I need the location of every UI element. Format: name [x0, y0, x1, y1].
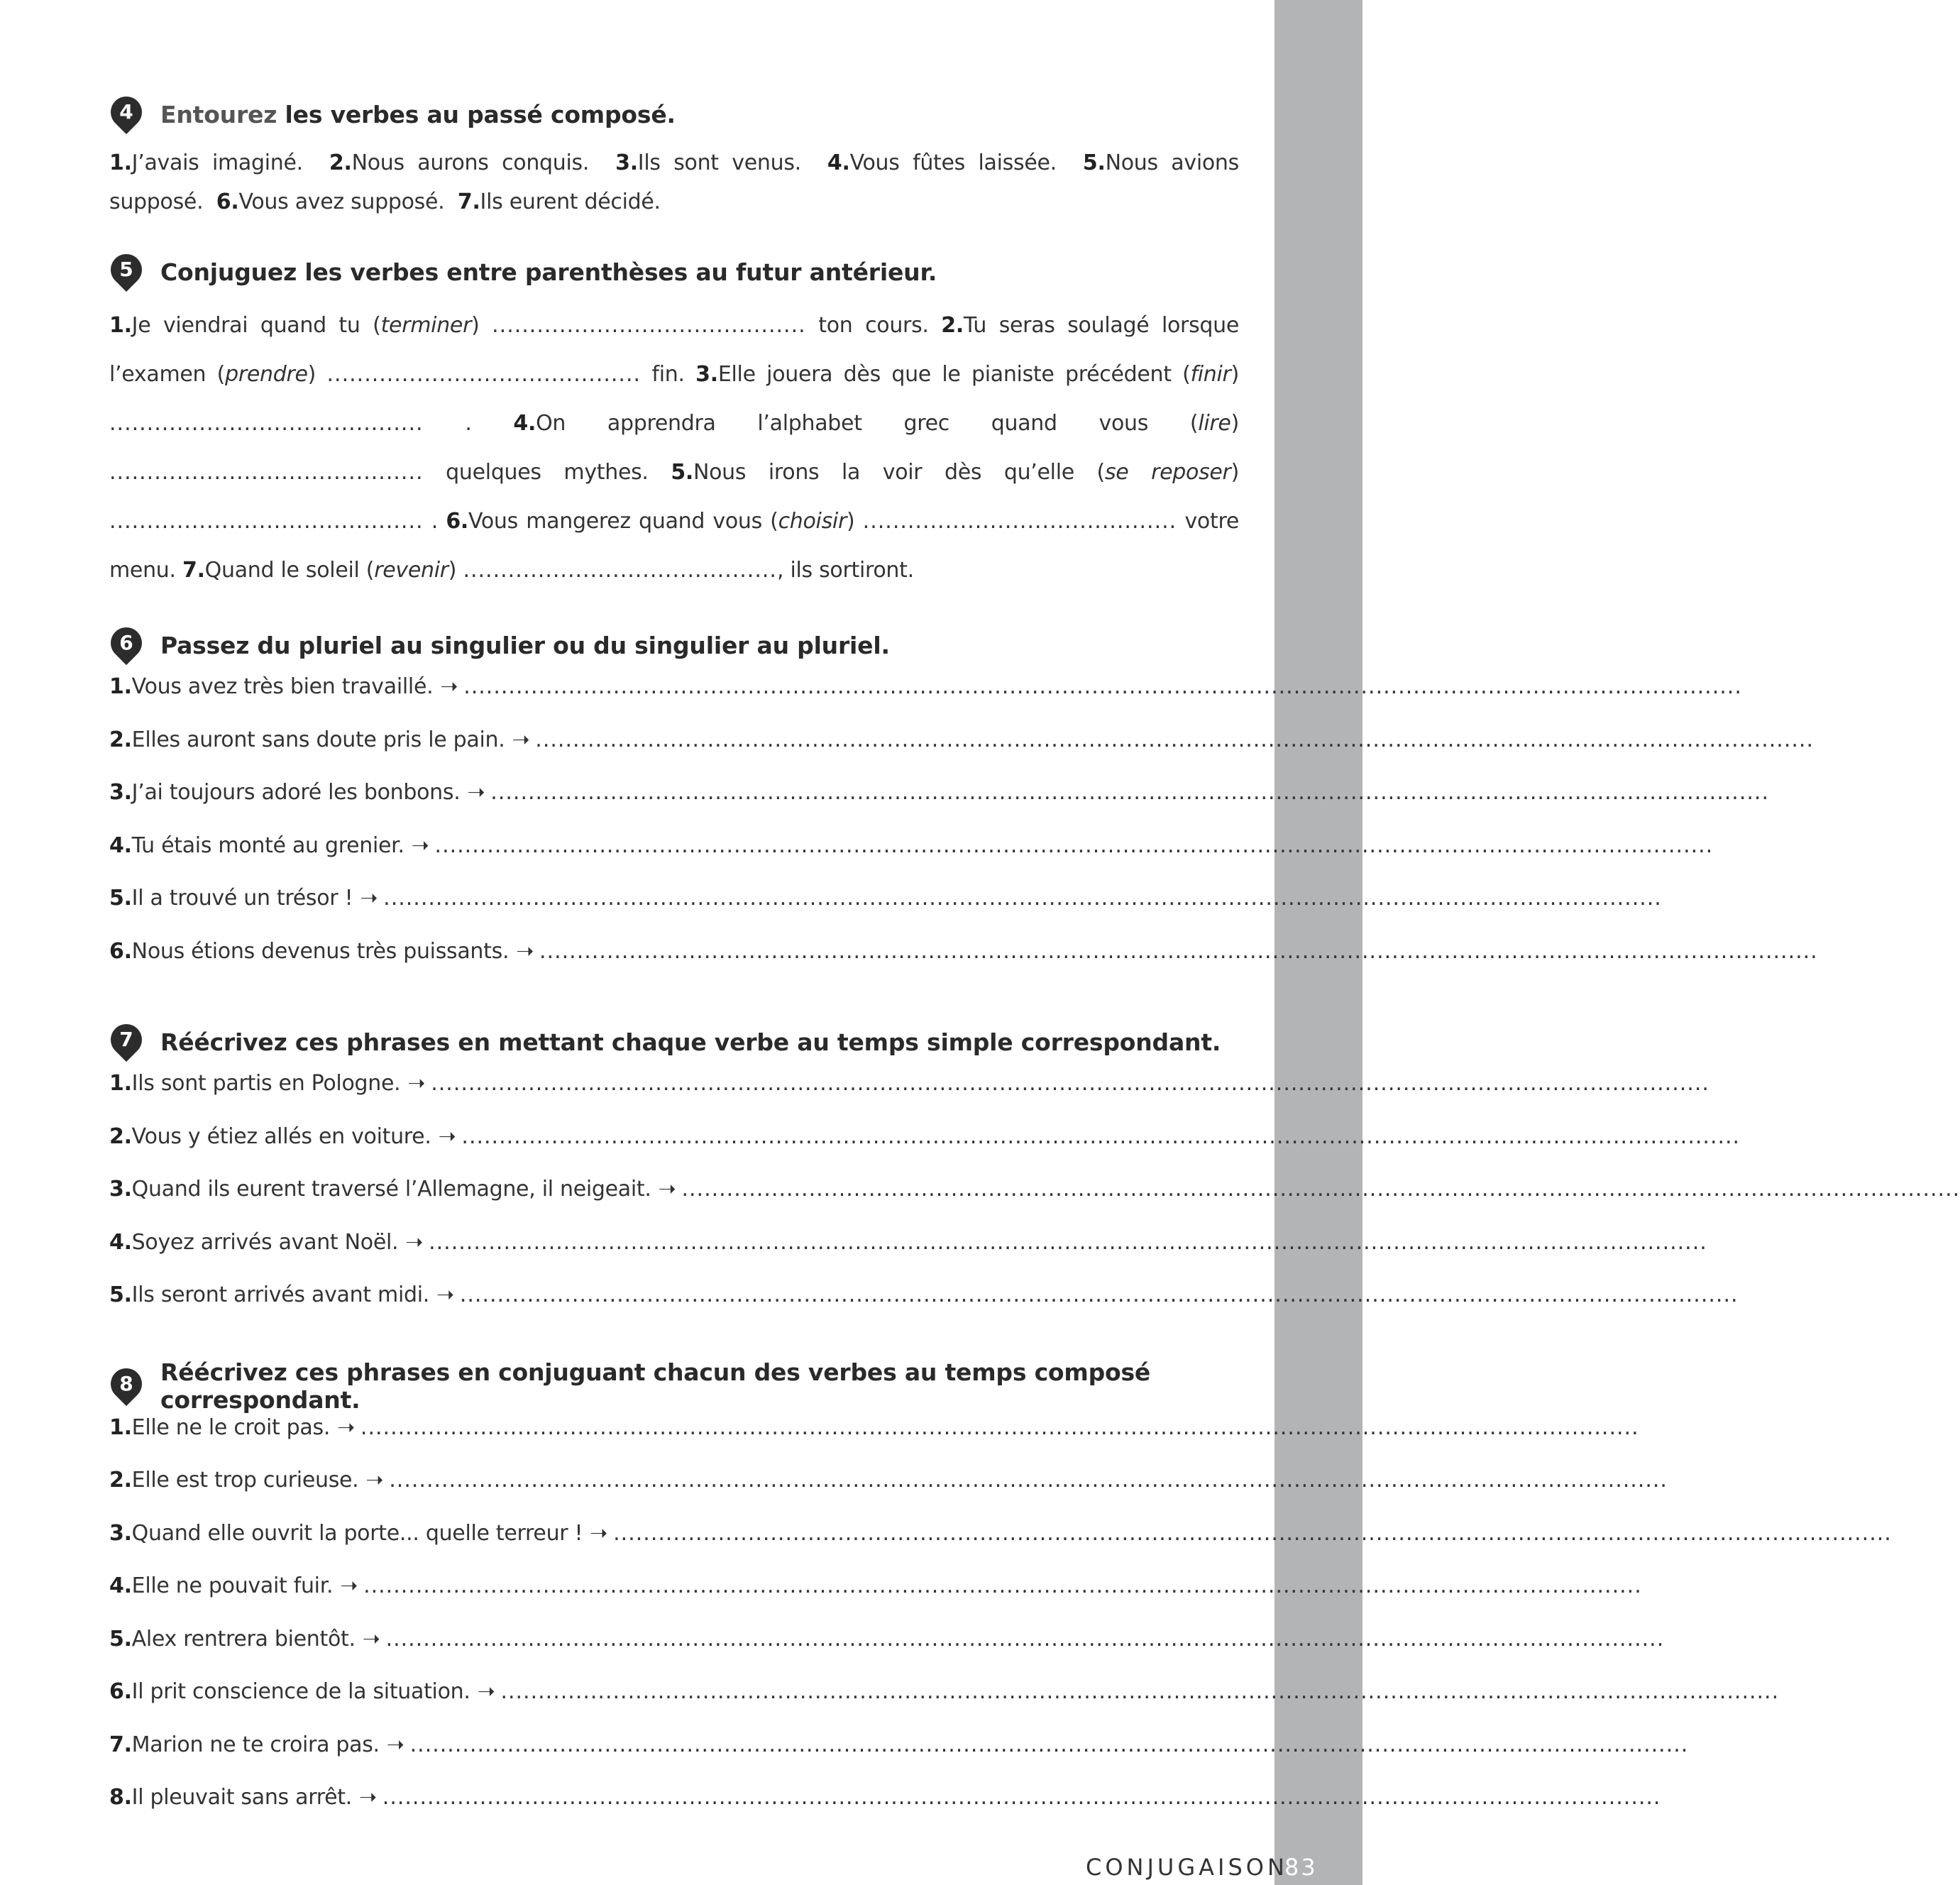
arrow-icon: ➝ — [405, 1229, 424, 1255]
exercise-title: Passez du pluriel au singulier ou du singulier au pluriel. — [160, 631, 890, 659]
item-number: 3. — [615, 150, 638, 175]
exercise-line — [109, 1414, 1639, 1468]
item-number: 1. — [109, 313, 132, 338]
exercise-line — [109, 1732, 1689, 1786]
verb-infinitive: finir — [1190, 362, 1231, 387]
answer-line[interactable]: ........................................................................................................................................................................... — [409, 1732, 1689, 1757]
exercise-header — [109, 616, 1239, 674]
arrow-icon: ➝ — [358, 1785, 377, 1810]
item-text: Elle ne pouvait fuir. — [131, 1573, 334, 1598]
item-text: ) — [1230, 411, 1239, 436]
exercise-line — [109, 1071, 1710, 1124]
item-text: ton cours. — [805, 313, 929, 338]
item-text: On apprendra l’alphabet grec quand vous ( — [536, 411, 1199, 436]
exercise-line — [109, 1679, 1780, 1732]
verb-infinitive: terminer — [380, 313, 472, 338]
item-text: ) — [307, 362, 327, 387]
item-number: 4. — [827, 150, 850, 175]
item-number: 3. — [109, 1520, 132, 1546]
item-number: 1. — [109, 1414, 132, 1440]
exercise-number: 7 — [119, 1028, 133, 1051]
exercise-header — [109, 243, 1239, 301]
item-text: quelques mythes. — [423, 460, 649, 485]
answer-blank[interactable]: .......................................... — [109, 460, 424, 485]
exercise-5 — [109, 243, 1239, 595]
arrow-icon: ➝ — [467, 780, 485, 805]
exercise-number: 8 — [119, 1371, 133, 1395]
answer-line[interactable]: ........................................................................................................................................................................... — [389, 1468, 1668, 1493]
item-text: Quand elle ouvrit la porte... quelle terreur ! — [131, 1520, 583, 1546]
item-text: Ils seront arrivés avant midi. — [131, 1282, 429, 1307]
item-text: Elle jouera dès que le pianiste précédent ( — [717, 362, 1191, 387]
item-number: 2. — [109, 1123, 132, 1149]
exercise-title: Conjuguez les verbes entre parenthèses au futur antérieur. — [160, 258, 937, 286]
answer-line[interactable]: ........................................................................................................................................................................... — [431, 1071, 1710, 1096]
item-text: ) — [448, 558, 463, 583]
exercise-line — [109, 832, 1714, 886]
exercise-line — [109, 1573, 1642, 1627]
exercise-line — [109, 1468, 1668, 1521]
item-number: 4. — [109, 832, 132, 858]
arrow-icon: ➝ — [340, 1573, 358, 1598]
answer-line[interactable]: ........................................................................................................................................................................... — [613, 1520, 1892, 1546]
item-number: 2. — [109, 727, 132, 752]
instruction-text: les verbes au passé composé. — [277, 100, 676, 128]
item-number: 6. — [446, 509, 468, 534]
item-text: Il prit conscience de la situation. — [131, 1679, 470, 1704]
item-number: 2. — [109, 1468, 132, 1493]
arrow-icon: ➝ — [590, 1520, 608, 1546]
answer-line[interactable]: ........................................................................................................................................................................... — [535, 727, 1814, 752]
answer-blank[interactable]: .......................................... — [492, 313, 806, 338]
answer-line[interactable]: ........................................................................................................................................................................... — [461, 1123, 1741, 1149]
exercise-line — [109, 1123, 1741, 1177]
exercise-line — [109, 1229, 1707, 1283]
exercise-items — [109, 301, 1239, 595]
item-text: Vous y étiez allés en voiture. — [131, 1123, 431, 1149]
exercise-number-badge — [111, 1024, 142, 1060]
verb-infinitive: se reposer — [1104, 460, 1231, 485]
item-number: 1. — [109, 150, 132, 175]
item-text: Elle ne le croit pas. — [131, 1414, 331, 1440]
item-text: Vous mangerez quand vous ( — [468, 509, 778, 534]
answer-line[interactable]: ........................................................................................................................................................................... — [385, 1626, 1665, 1652]
item-text: Il a trouvé un trésor ! — [131, 886, 353, 911]
arrow-icon: ➝ — [360, 886, 378, 911]
item-number: 3. — [109, 1177, 132, 1202]
answer-line[interactable]: ........................................................................................................................................................................... — [429, 1229, 1707, 1255]
item-number: 3. — [109, 780, 132, 805]
exercise-header — [109, 1357, 1239, 1415]
item-text: Marion ne te croira pas. — [131, 1732, 380, 1757]
arrow-icon: ➝ — [337, 1414, 355, 1440]
exercise-line — [109, 1177, 1960, 1230]
arrow-icon: ➝ — [477, 1679, 495, 1704]
item-number: 5. — [671, 460, 693, 485]
exercise-line — [109, 886, 1662, 939]
item-number: 5. — [109, 1282, 132, 1307]
exercise-header — [109, 1013, 1239, 1071]
item-number: 5. — [1082, 150, 1106, 175]
answer-line[interactable]: ........................................................................................................................................................................... — [463, 674, 1742, 699]
exercise-number-badge — [111, 97, 142, 132]
exercise-number: 5 — [119, 258, 133, 281]
item-text: Soyez arrivés avant Noël. — [131, 1229, 399, 1255]
item-text: Tu étais monté au grenier. — [131, 832, 404, 858]
answer-blank[interactable]: .......................................... — [463, 558, 777, 583]
item-number: 7. — [109, 1732, 132, 1757]
answer-line[interactable]: ........................................................................................................................................................................... — [459, 1282, 1739, 1307]
exercise-number-badge — [111, 627, 142, 663]
item-text: ) — [847, 509, 863, 534]
item-text: Quand ils eurent traversé l’Allemagne, il neigeait. — [131, 1177, 651, 1202]
exercise-title — [160, 101, 676, 128]
answer-line[interactable]: ........................................................................................................................................................................... — [490, 780, 1769, 805]
exercise-line — [109, 1282, 1739, 1336]
arrow-icon: ➝ — [658, 1177, 676, 1202]
item-number: 3. — [695, 362, 718, 387]
exercise-line — [109, 727, 1814, 781]
item-number: 7. — [182, 558, 205, 583]
item-number: 2. — [329, 150, 352, 175]
item-text: Tu seras soulagé lorsque l’examen ( — [109, 313, 1240, 387]
item-number: 6. — [109, 1679, 132, 1704]
arrow-icon: ➝ — [440, 674, 458, 699]
item-number: 4. — [109, 1229, 132, 1255]
verb-infinitive: revenir — [374, 558, 448, 583]
verb-infinitive: prendre — [225, 362, 308, 387]
answer-line[interactable]: ........................................................................................................................................................................... — [363, 1573, 1642, 1598]
answer-blank[interactable]: .......................................... — [326, 362, 642, 387]
instruction-verb: Entourez — [160, 100, 277, 128]
exercise-line — [109, 780, 1769, 833]
arrow-icon: ➝ — [407, 1071, 426, 1096]
exercise-header — [109, 85, 1239, 143]
item-text[interactable]: Vous fûtes laissée. — [849, 150, 1057, 175]
item-text: ) — [471, 313, 492, 338]
item-text: ) — [1230, 362, 1240, 387]
arrow-icon: ➝ — [411, 832, 429, 858]
exercise-number: 4 — [119, 100, 133, 123]
answer-line[interactable]: ........................................................................................................................................................................... — [539, 938, 1818, 964]
arrow-icon: ➝ — [386, 1732, 404, 1757]
exercise-line — [109, 1626, 1665, 1680]
item-text: . — [423, 411, 472, 436]
exercise-7 — [109, 1013, 1960, 1336]
arrow-icon: ➝ — [512, 727, 530, 752]
item-text: Ils sont partis en Pologne. — [131, 1071, 401, 1096]
item-text: Elles auront sans doute pris le pain. — [131, 727, 505, 752]
arrow-icon: ➝ — [362, 1626, 380, 1652]
verb-infinitive: choisir — [778, 509, 847, 534]
exercise-line — [109, 1785, 1661, 1838]
exercise-number: 6 — [119, 631, 133, 654]
answer-line[interactable]: ........................................................................................................................................................................... — [434, 832, 1714, 858]
item-text: Nous irons la voir dès qu’elle ( — [693, 460, 1105, 485]
exercise-8 — [109, 1357, 1892, 1838]
item-text: Il pleuvait sans arrêt. — [131, 1785, 352, 1810]
item-number: 1. — [109, 674, 132, 699]
item-number: 7. — [457, 189, 480, 214]
answer-line[interactable]: ........................................................................................................................................................................... — [500, 1679, 1780, 1704]
footer-section-label: CONJUGAISON — [1086, 1854, 1288, 1881]
exercise-items — [109, 143, 1239, 221]
item-text: Quand le soleil ( — [204, 558, 375, 583]
item-number: 6. — [109, 938, 132, 964]
item-number: 1. — [109, 1071, 132, 1096]
arrow-icon: ➝ — [516, 938, 534, 964]
item-text: Je viendrai quand tu ( — [131, 313, 381, 338]
item-text: Alex rentrera bientôt. — [131, 1626, 356, 1652]
item-text: Elle est trop curieuse. — [131, 1468, 359, 1493]
exercise-title: Réécrivez ces phrases en mettant chaque verbe au temps simple correspondant. — [160, 1028, 1221, 1056]
item-text: ) — [1230, 460, 1239, 485]
item-number: 2. — [941, 313, 964, 338]
verb-infinitive: lire — [1198, 411, 1231, 436]
answer-line[interactable]: ........................................................................................................................................................................... — [360, 1414, 1639, 1440]
item-text[interactable]: Ils eurent décidé. — [480, 189, 661, 214]
item-text: . — [423, 509, 439, 534]
answer-blank[interactable]: .......................................... — [109, 411, 424, 436]
item-text[interactable]: Vous avez supposé. — [238, 189, 445, 214]
item-text: , ils sortiront. — [776, 558, 914, 583]
exercise-title: Réécrivez ces phrases en conjuguant chacun des verbes au temps composé correspondant. — [160, 1358, 1151, 1414]
exercise-6 — [109, 616, 1818, 991]
answer-line[interactable]: ........................................................................................................................................................................... — [382, 1785, 1661, 1810]
exercise-number-badge — [111, 1368, 142, 1404]
arrow-icon: ➝ — [365, 1468, 384, 1493]
item-text[interactable]: J’avais imaginé. — [131, 150, 303, 175]
item-number: 5. — [109, 1626, 132, 1652]
answer-line[interactable]: ........................................................................................................................................................................... — [681, 1177, 1960, 1202]
item-number: 6. — [216, 189, 239, 214]
exercise-line — [109, 674, 1742, 727]
page-number: 83 — [1284, 1854, 1318, 1881]
exercise-line — [109, 938, 1818, 992]
exercise-line — [109, 1520, 1892, 1574]
answer-blank[interactable]: .......................................... — [109, 509, 424, 534]
item-text: J’ai toujours adoré les bonbons. — [131, 780, 461, 805]
item-number: 4. — [109, 1573, 132, 1598]
item-text: Vous avez très bien travaillé. — [131, 674, 434, 699]
exercise-number-badge — [111, 254, 142, 290]
worksheet — [109, 85, 1960, 1859]
arrow-icon: ➝ — [436, 1282, 454, 1307]
item-text[interactable]: Nous aurons conquis. — [351, 150, 590, 175]
item-number: 8. — [109, 1785, 132, 1810]
item-text[interactable]: Nous avions supposé. — [109, 150, 1239, 214]
answer-blank[interactable]: .......................................... — [862, 509, 1177, 534]
item-number: 5. — [109, 886, 132, 911]
exercise-4 — [109, 85, 1239, 221]
arrow-icon: ➝ — [438, 1123, 456, 1149]
item-text: fin. — [641, 362, 685, 387]
answer-line[interactable]: ........................................................................................................................................................................... — [383, 886, 1662, 911]
item-text: votre menu. — [109, 509, 1239, 583]
item-text[interactable]: Ils sont venus. — [637, 150, 801, 175]
item-text: Nous étions devenus très puissants. — [131, 938, 510, 964]
item-number: 4. — [513, 411, 536, 436]
